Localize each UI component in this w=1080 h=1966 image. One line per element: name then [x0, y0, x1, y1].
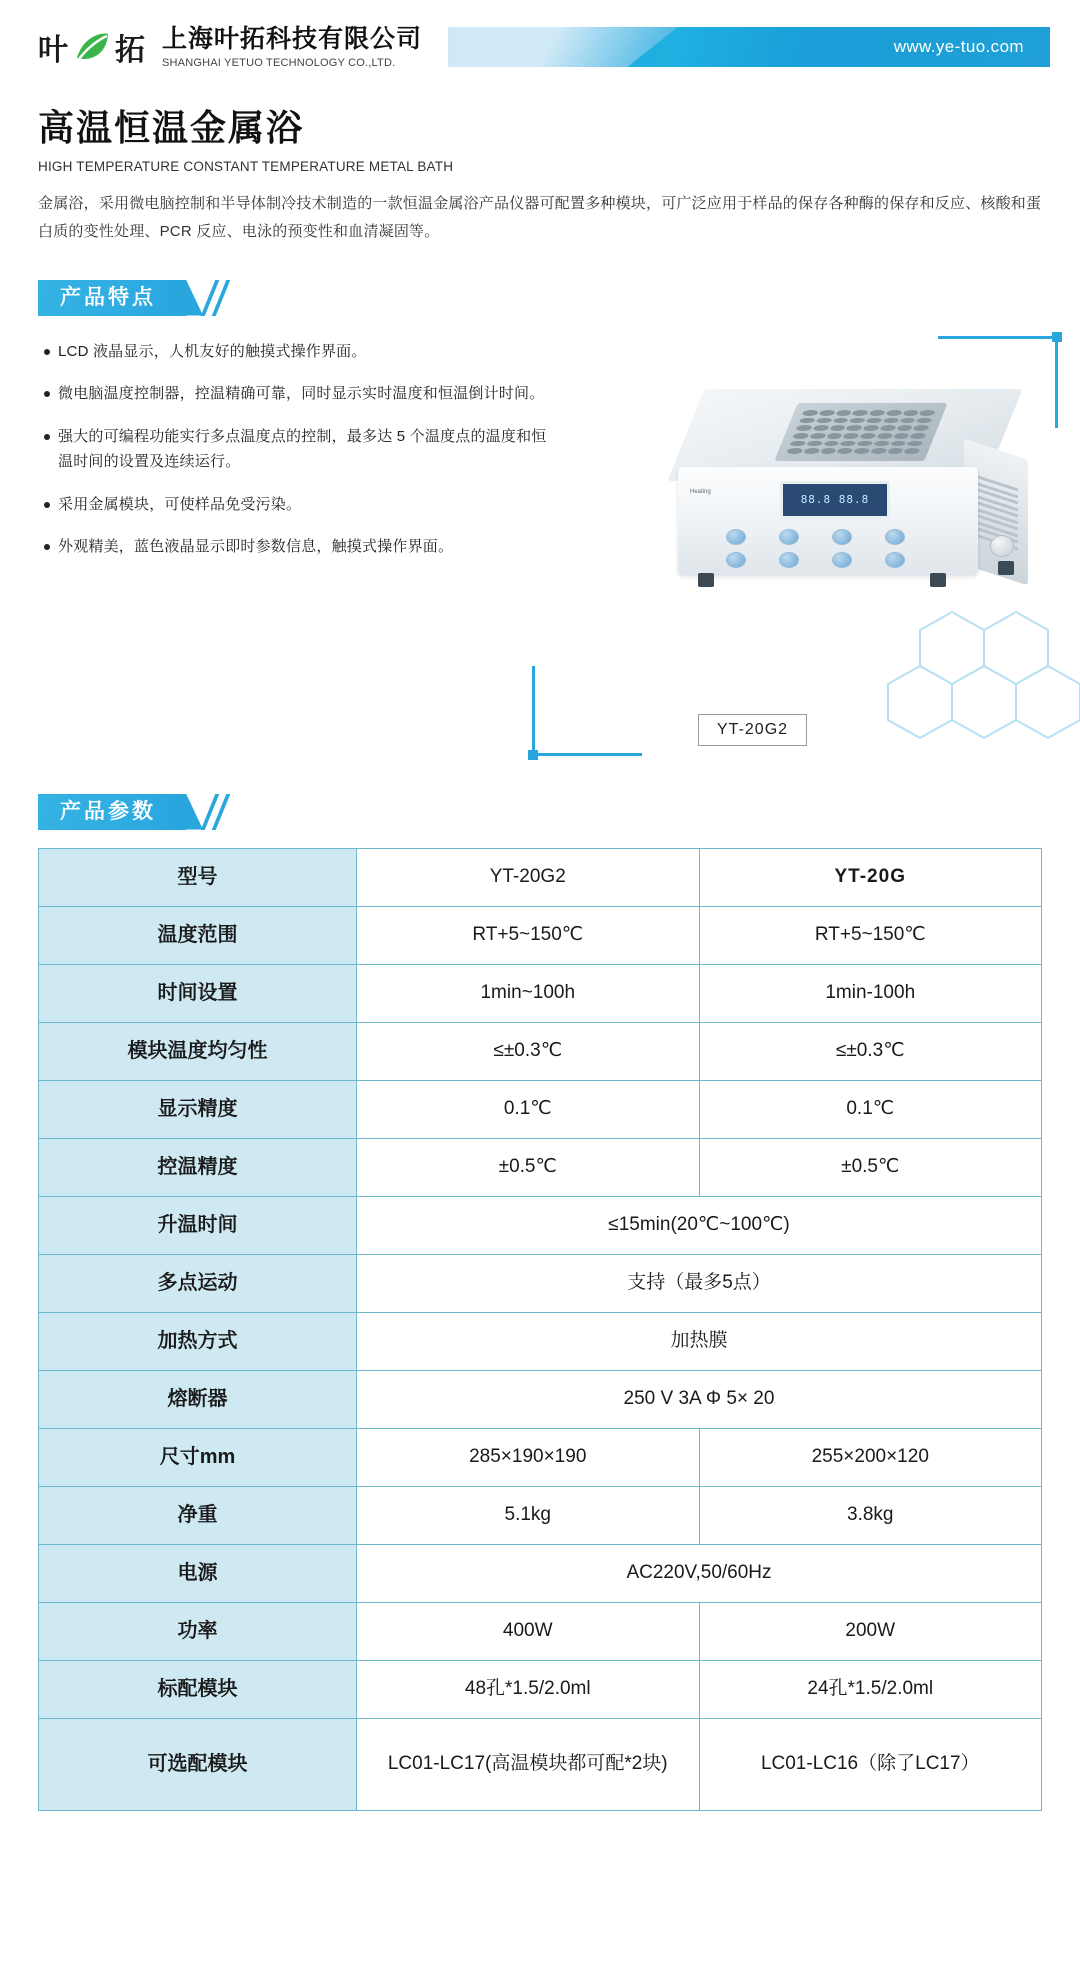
row-value-span: ≤15min(20℃~100℃) — [357, 1196, 1042, 1254]
device-button[interactable] — [726, 552, 746, 568]
list-item: 外观精美，蓝色液晶显示即时参数信息，触摸式操作界面。 — [44, 535, 560, 560]
row-value-1: RT+5~150℃ — [357, 906, 700, 964]
row-label: 型号 — [39, 848, 357, 906]
device-button[interactable] — [832, 529, 852, 545]
row-label: 时间设置 — [39, 964, 357, 1022]
row-label: 净重 — [39, 1486, 357, 1544]
company-name-block — [162, 25, 422, 69]
row-label: 控温精度 — [39, 1138, 357, 1196]
table-row — [39, 1544, 1042, 1602]
page-header — [0, 0, 1080, 86]
table-row — [39, 964, 1042, 1022]
row-label: 加热方式 — [39, 1312, 357, 1370]
device-button[interactable] — [779, 552, 799, 568]
row-value-1: YT-20G2 — [357, 848, 700, 906]
row-value-span: 加热膜 — [357, 1312, 1042, 1370]
row-value-2: 24孔*1.5/2.0ml — [699, 1660, 1042, 1718]
row-value-1: LC01-LC17(高温模块都可配*2块) — [357, 1718, 700, 1810]
row-value-1: 0.1℃ — [357, 1080, 700, 1138]
row-label: 模块温度均匀性 — [39, 1022, 357, 1080]
section-heading-params — [38, 794, 186, 830]
device-button[interactable] — [832, 552, 852, 568]
device-button[interactable] — [885, 552, 905, 568]
product-intro: 金属浴，采用微电脑控制和半导体制冷技术制造的一款恒温金属浴产品仪器可配置多种模块，可广泛应用于样品的保存各种酶的保存和反应、核酸和蛋白质的变性处理、PCR 反应、电泳的预变性和血清凝固等。 — [38, 195, 1042, 240]
list-item: LCD 液晶显示，人机友好的触摸式操作界面。 — [44, 340, 560, 365]
heading-slash-decor — [208, 280, 234, 316]
device-foot — [698, 573, 714, 587]
list-item: 微电脑温度控制器，控温精确可靠，同时显示实时温度和恒温倒计时间。 — [44, 382, 560, 407]
table-row — [39, 1660, 1042, 1718]
row-label: 尺寸mm — [39, 1428, 357, 1486]
row-label: 熔断器 — [39, 1370, 357, 1428]
table-row — [39, 1602, 1042, 1660]
row-value-2: RT+5~150℃ — [699, 906, 1042, 964]
row-value-2: 3.8kg — [699, 1486, 1042, 1544]
metal-bath-device — [668, 389, 1028, 619]
row-value-1: 400W — [357, 1602, 700, 1660]
row-value-2: 255×200×120 — [699, 1428, 1042, 1486]
device-wells — [786, 410, 936, 454]
row-label: 升温时间 — [39, 1196, 357, 1254]
logo-mark — [38, 25, 146, 69]
table-row — [39, 1312, 1042, 1370]
row-value-1: 1min~100h — [357, 964, 700, 1022]
row-value-1: 285×190×190 — [357, 1428, 700, 1486]
row-value-1: 48孔*1.5/2.0ml — [357, 1660, 700, 1718]
row-label: 电源 — [39, 1544, 357, 1602]
section-heading-params-label: 产品参数 — [38, 794, 186, 830]
corner-decor-bottom-left — [532, 666, 642, 756]
device-illustration — [520, 294, 1080, 764]
row-value-span: 支持（最多5点） — [357, 1254, 1042, 1312]
row-label: 可选配模块 — [39, 1718, 357, 1810]
page-subtitle: HIGH TEMPERATURE CONSTANT TEMPERATURE METAL BATH — [38, 159, 454, 174]
row-label: 多点运动 — [39, 1254, 357, 1312]
row-value-2: 1min-100h — [699, 964, 1042, 1022]
header-banner — [448, 27, 1050, 67]
table-row — [39, 1080, 1042, 1138]
title-block — [0, 86, 1080, 246]
list-item: 采用金属模块，可使样品免受污染。 — [44, 493, 560, 518]
row-label: 温度范围 — [39, 906, 357, 964]
row-value-2: YT-20G — [699, 848, 1042, 906]
company-name-en: SHANGHAI YETUO TECHNOLOGY CO.,LTD. — [162, 56, 396, 69]
params-table — [38, 848, 1042, 1811]
row-value-2: ≤±0.3℃ — [699, 1022, 1042, 1080]
device-button[interactable] — [779, 529, 799, 545]
table-row — [39, 906, 1042, 964]
row-value-2: ±0.5℃ — [699, 1138, 1042, 1196]
device-side-label: Heating — [690, 488, 711, 495]
row-label: 功率 — [39, 1602, 357, 1660]
row-value-2: LC01-LC16（除了LC17） — [699, 1718, 1042, 1810]
row-value-1: ≤±0.3℃ — [357, 1022, 700, 1080]
heading-slash-decor — [208, 794, 234, 830]
features-and-image — [0, 334, 1080, 738]
table-row — [39, 1196, 1042, 1254]
leaf-icon — [73, 28, 111, 66]
table-row — [39, 1718, 1042, 1810]
website-url[interactable]: www.ye-tuo.com — [893, 37, 1024, 56]
feature-list — [0, 334, 560, 561]
row-value-span: AC220V,50/60Hz — [357, 1544, 1042, 1602]
params-table-wrap — [0, 830, 1080, 1851]
table-row — [39, 1254, 1042, 1312]
company-logo — [38, 25, 422, 69]
page-title: 高温恒温金属浴 — [38, 107, 305, 148]
device-lcd-screen: 88.8 88.8 — [780, 481, 890, 519]
device-button[interactable] — [885, 529, 905, 545]
device-sample-block — [774, 403, 947, 461]
model-badge: YT-20G2 — [698, 714, 807, 746]
device-keypad[interactable] — [726, 529, 926, 571]
logo-char-right: 拓 — [115, 33, 146, 67]
table-row — [39, 1022, 1042, 1080]
row-value-1: ±0.5℃ — [357, 1138, 700, 1196]
table-row — [39, 1138, 1042, 1196]
device-foot — [930, 573, 946, 587]
logo-char-left: 叶 — [38, 33, 69, 67]
table-row — [39, 848, 1042, 906]
row-value-span: 250 V 3A Φ 5× 20 — [357, 1370, 1042, 1428]
row-value-2: 0.1℃ — [699, 1080, 1042, 1138]
row-label: 标配模块 — [39, 1660, 357, 1718]
list-item: 强大的可编程功能实行多点温度点的控制，最多达 5 个温度点的温度和恒温时间的设置及连续运行。 — [44, 425, 560, 475]
section-heading-features — [38, 280, 186, 316]
device-foot — [998, 561, 1014, 575]
table-row — [39, 1486, 1042, 1544]
section-heading-features-label: 产品特点 — [38, 280, 186, 316]
device-button[interactable] — [726, 529, 746, 545]
row-label: 显示精度 — [39, 1080, 357, 1138]
row-value-1: 5.1kg — [357, 1486, 700, 1544]
company-name-cn: 上海叶拓科技有限公司 — [162, 24, 423, 53]
row-value-2: 200W — [699, 1602, 1042, 1660]
table-row — [39, 1428, 1042, 1486]
table-row — [39, 1370, 1042, 1428]
device-power-knob[interactable] — [990, 535, 1014, 557]
